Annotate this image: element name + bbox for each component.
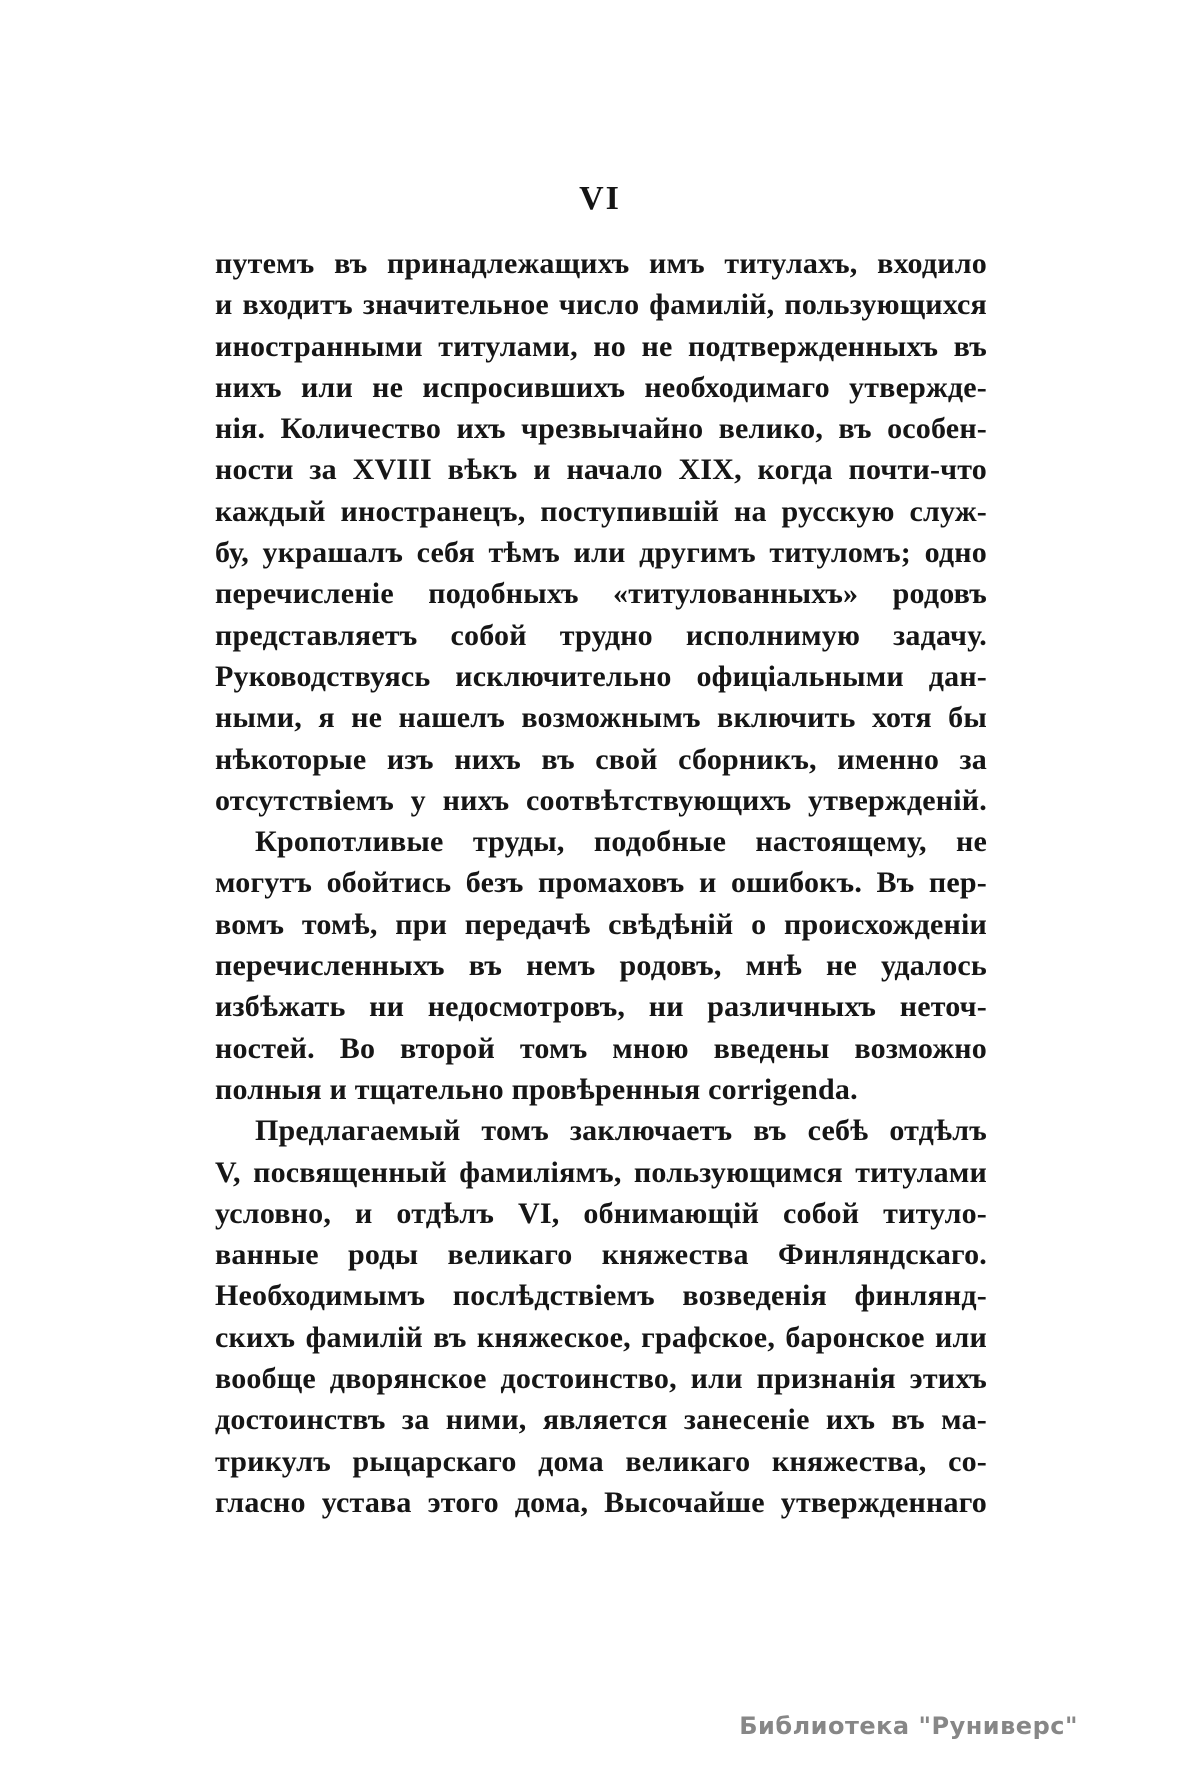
- text-line: и входитъ значительное число фамилій, пользующихся: [215, 288, 987, 322]
- text-line: Предлагаемый томъ заключаетъ въ себѣ отдѣлъ: [255, 1114, 987, 1148]
- text-line: ности за XVIII вѣкъ и начало XIX, когда почти-что: [215, 453, 987, 487]
- text-line: отсутствіемъ у нихъ соотвѣтствующихъ утвержденій.: [215, 783, 987, 817]
- text-line: нѣкоторые изъ нихъ въ свой сборникъ, именно за: [215, 742, 987, 776]
- text-line: ванные роды великаго княжества Финляндскаго.: [215, 1238, 987, 1272]
- text-line: условно, и отдѣлъ VI, обнимающій собой титуло-: [215, 1196, 987, 1230]
- text-line: представляетъ собой трудно исполнимую задачу.: [215, 618, 987, 652]
- text-line: V, посвященный фамиліямъ, пользующимся титулами: [215, 1155, 987, 1189]
- text-line: ными, я не нашелъ возможнымъ включить хотя бы: [215, 701, 987, 735]
- text-line: трикулъ рыцарскаго дома великаго княжества, со-: [215, 1444, 987, 1478]
- text-line: Кропотливые труды, подобные настоящему, не: [255, 825, 987, 859]
- text-line: каждый иностранецъ, поступившій на русскую служ-: [215, 494, 987, 528]
- text-line: нія. Количество ихъ чрезвычайно велико, въ особен-: [215, 412, 987, 446]
- text-line: Необходимымъ послѣдствіемъ возведенія финлянд-: [215, 1279, 987, 1313]
- text-line: могутъ обойтись безъ промаховъ и ошибокъ. Въ пер-: [215, 866, 987, 900]
- text-line: ностей. Во второй томъ мною введены возможно: [215, 1031, 987, 1065]
- text-line: достоинствъ за ними, является занесеніе ихъ въ ма-: [215, 1403, 987, 1437]
- text-line: вообще дворянское достоинство, или признанія этихъ: [215, 1362, 987, 1396]
- library-watermark: Библиотека "Руниверс": [739, 1712, 1078, 1740]
- text-line: Руководствуясь исключительно офиціальными дан-: [215, 659, 987, 693]
- text-line: нихъ или не испросившихъ необходимаго утвержде-: [215, 370, 987, 404]
- text-line: вомъ томѣ, при передачѣ свѣдѣній о происхожденіи: [215, 907, 987, 941]
- text-line: бу, украшалъ себя тѣмъ или другимъ титуломъ; одно: [215, 536, 987, 570]
- text-line: путемъ въ принадлежащихъ имъ титулахъ, входило: [215, 247, 987, 280]
- page-number: VI: [579, 180, 621, 217]
- text-line: полныя и тщательно провѣренныя corrigenda.: [215, 1072, 858, 1106]
- text-line: избѣжать ни недосмотровъ, ни различныхъ неточ-: [215, 990, 987, 1024]
- text-line: перечисленіе подобныхъ «титулованныхъ» родовъ: [215, 577, 987, 611]
- text-block: [215, 243, 987, 1523]
- text-line: иностранными титулами, но не подтвержденныхъ въ: [215, 329, 987, 363]
- text-line: скихъ фамилій въ княжеское, графское, баронское или: [215, 1320, 987, 1354]
- text-line: перечисленныхъ въ немъ родовъ, мнѣ не удалось: [215, 949, 987, 983]
- text-line: гласно устава этого дома, Высочайше утвержденнаго: [215, 1485, 987, 1519]
